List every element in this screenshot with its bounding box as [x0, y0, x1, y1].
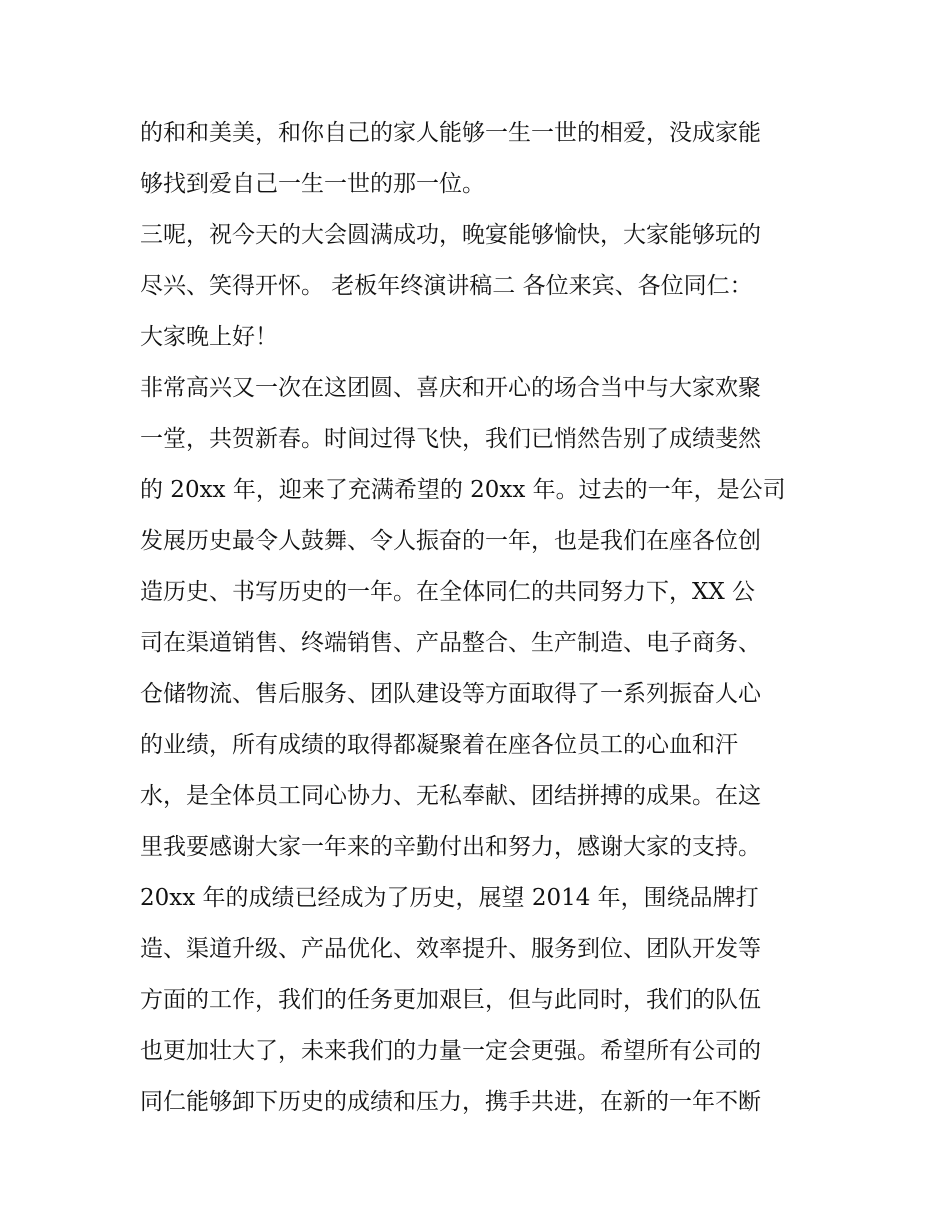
text-line-13: 的业绩，所有成绩的取得都凝聚着在座各位员工的心血和汗	[140, 732, 738, 758]
text-line-18: 方面的工作，我们的任务更加艰巨，但与此同时，我们的队伍	[140, 987, 761, 1013]
text-line-7: 一堂，共贺新春。时间过得飞快，我们已悄然告别了成绩斐然	[140, 426, 761, 452]
document-text-body	[140, 108, 820, 1128]
text-line-17: 造、渠道升级、产品优化、效率提升、服务到位、团队开发等	[140, 936, 761, 962]
text-line-6: 非常高兴又一次在这团圆、喜庆和开心的场合当中与大家欢聚	[140, 375, 761, 401]
text-line-20: 同仁能够卸下历史的成绩和压力，携手共进，在新的一年不断	[140, 1089, 761, 1115]
text-line-10: 造历史、书写历史的一年。在全体同仁的共同努力下，XX 公	[140, 579, 756, 605]
text-line-19: 也更加壮大了，未来我们的力量一定会更强。希望所有公司的	[140, 1038, 761, 1064]
text-line-5: 大家晚上好！	[140, 324, 278, 350]
text-line-3: 三呢，祝今天的大会圆满成功，晚宴能够愉快，大家能够玩的	[140, 222, 761, 248]
text-line-8: 的 20xx 年，迎来了充满希望的 20xx 年。过去的一年，是公司	[140, 477, 786, 503]
text-line-12: 仓储物流、售后服务、团队建设等方面取得了一系列振奋人心	[140, 681, 761, 707]
text-line-2: 够找到爱自己一生一世的那一位。	[140, 171, 485, 197]
text-line-16: 20xx 年的成绩已经成为了历史，展望 2014 年，围绕品牌打	[140, 885, 759, 911]
text-line-9: 发展历史最令人鼓舞、令人振奋的一年，也是我们在座各位创	[140, 528, 761, 554]
text-line-15: 里我要感谢大家一年来的辛勤付出和努力，感谢大家的支持。	[140, 834, 761, 860]
text-line-4: 尽兴、笑得开怀。 老板年终演讲稿二 各位来宾、各位同仁：	[140, 273, 753, 299]
text-line-11: 司在渠道销售、终端销售、产品整合、生产制造、电子商务、	[140, 630, 761, 656]
text-line-1: 的和和美美，和你自己的家人能够一生一世的相爱，没成家能	[140, 120, 761, 146]
text-line-14: 水，是全体员工同心协力、无私奉献、团结拼搏的成果。在这	[140, 783, 761, 809]
